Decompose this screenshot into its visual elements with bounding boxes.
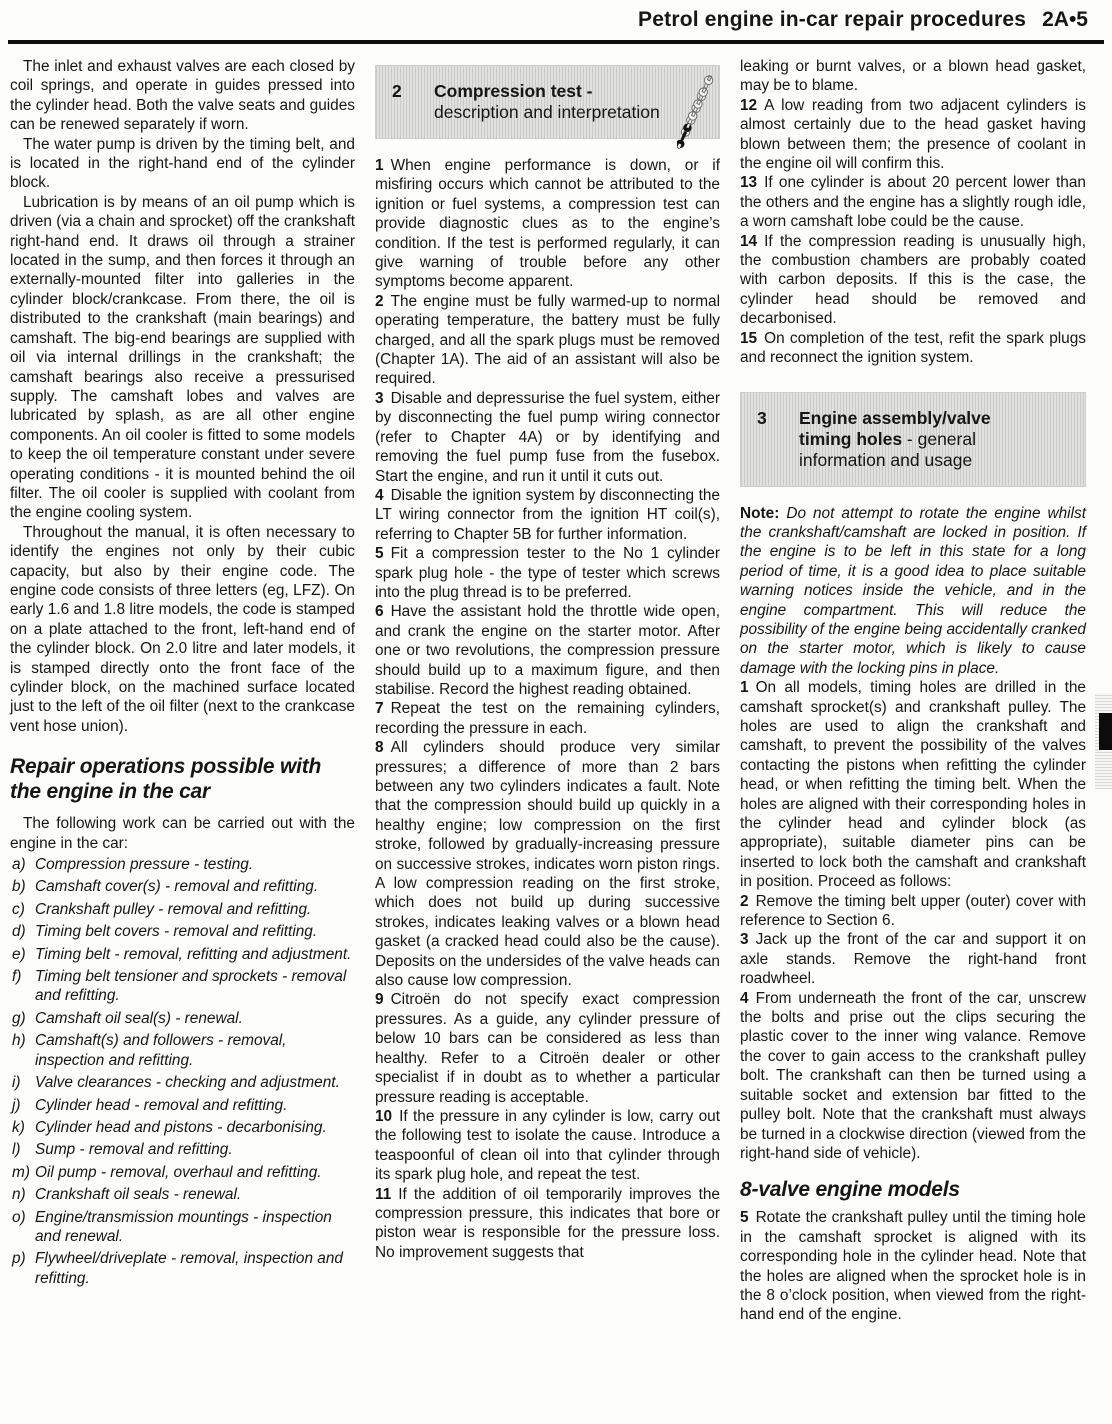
body-paragraph: The inlet and exhaust valves are each closed by coil springs, and operate in guides pressed into the cylinder head. Both the valve seats and guides can be renewed separately if worn. xyxy=(10,58,355,134)
list-item-label: g) xyxy=(12,1009,26,1027)
step-text: Rotate the crankshaft pulley until the timing hole in the camshaft sprocket is aligned with its corresponding hole in the cylinder head. Note that the holes are aligned when the sprocket hole is in the 8 o’clock position, when viewed from the right-hand end of the engine. xyxy=(740,1209,1086,1324)
step-paragraph xyxy=(740,1208,1086,1324)
page-number: 2A•5 xyxy=(1042,8,1088,31)
section-2-heading xyxy=(375,65,720,139)
list-item-text: Timing belt covers - removal and refitting. xyxy=(35,923,318,941)
list-item-label: d) xyxy=(12,923,26,941)
step-paragraph xyxy=(375,1185,720,1263)
step-text: Citroën do not specify exact compression pressures. As a guide, any cylinder pressure of below 10 bars can be considered as less than healthy. Refer to a Citroën dealer or other specialist if in doubt as to whether a particular pressure reading is acceptable. xyxy=(375,991,720,1106)
list-item xyxy=(10,1118,355,1137)
step-text: When engine performance is down, or if misfiring occurs which cannot be attributed to the ignition or fuel systems, a compression test can provide diagnostic clues as to the engine’s condition. If the test is performed regularly, it can give warning of trouble before any other symptoms become apparent. xyxy=(375,157,720,291)
list-item-label: c) xyxy=(12,900,25,918)
step-number: 4 xyxy=(740,989,749,1007)
list-item-text: Compression pressure - testing. xyxy=(35,856,254,874)
list-item-label: a) xyxy=(12,856,26,874)
body-paragraph: The water pump is driven by the timing belt, and is located in the right-hand end of the cylinder block. xyxy=(10,135,355,192)
step-text: Disable and depressurise the fuel system, either by disconnecting the fuel pump wiring connector (refer to Chapter 4A) or by identifying and removing the fuel pump fuse from the fusebox. Start the engine, and run it until it cuts out. xyxy=(375,389,720,485)
step-text: Repeat the test on the remaining cylinders, recording the pressure in each. xyxy=(375,700,720,737)
list-item-text: Camshaft oil seal(s) - renewal. xyxy=(35,1009,243,1027)
list-item-text: Engine/transmission mountings - inspection and renewal. xyxy=(35,1208,332,1245)
operations-list xyxy=(10,855,355,1288)
list-item xyxy=(10,967,355,1006)
step-number: 2 xyxy=(740,892,749,910)
list-item-label: m) xyxy=(12,1163,30,1181)
step-paragraph xyxy=(375,990,720,1106)
step-paragraph xyxy=(375,738,720,990)
step-number: 13 xyxy=(740,174,758,192)
list-item xyxy=(10,1185,355,1204)
list-item-text: Flywheel/driveplate - removal, inspection and refitting. xyxy=(35,1250,343,1287)
difficulty-spanner-icon xyxy=(677,70,715,158)
step-paragraph xyxy=(740,892,1086,931)
section-title: Engine assembly/valve timing holes - general information and usage xyxy=(799,407,991,470)
subheading-repair-operations: Repair operations possible with the engine in the car xyxy=(10,755,322,804)
body-paragraph: Lubrication is by means of an oil pump which is driven (via a chain and sprocket) off the crankshaft right-hand end. It draws oil through a strainer located in the sump, and then forces it through an externally-mounted filter into galleries in the cylinder block/crankcase. From there, the oil is distributed to the crankshaft (main bearings) and camshaft. The big-end bearings are supplied with oil via internal drillings in the crankshaft; the camshaft bearings also receive a pressurised supply. The camshaft lobes and valves are lubricated by splash, as are all other engine components. An oil cooler is fitted to some models to keep the oil temperature constant under severe operating conditions - it is mounted behind the oil filter. The oil cooler is supplied with coolant from the engine cooling system. xyxy=(10,193,355,522)
step-paragraph xyxy=(740,329,1086,368)
step-number: 8 xyxy=(375,739,384,757)
step-number: 1 xyxy=(740,679,749,697)
list-item-label: i) xyxy=(12,1074,21,1092)
list-item xyxy=(10,1249,355,1288)
list-item-text: Sump - removal and refitting. xyxy=(35,1141,233,1159)
step-paragraph xyxy=(740,173,1086,231)
left-column xyxy=(10,57,355,1325)
step-number: 2 xyxy=(375,292,384,310)
step-number: 10 xyxy=(375,1107,393,1125)
list-item-text: Camshaft(s) and followers - removal, inspection and refitting. xyxy=(35,1032,287,1069)
step-number: 14 xyxy=(740,232,758,250)
step-text: A low reading from two adjacent cylinders is almost certainly due to the head gasket having blown between them; the presence of coolant in the engine oil will confirm this. xyxy=(740,96,1086,173)
list-item-label: f) xyxy=(12,968,22,986)
section-number: 2 xyxy=(392,81,402,101)
note-label: Note: xyxy=(740,504,780,522)
list-item-text: Crankshaft oil seals - renewal. xyxy=(35,1186,242,1204)
step-text: Have the assistant hold the throttle wide open, and crank the engine on the starter motor. After one or two revolutions, the compression pressure should build up to a maximum figure, and then stabilise. Record the highest reading obtained. xyxy=(375,603,720,698)
step-paragraph xyxy=(375,602,720,699)
list-item xyxy=(10,1163,355,1182)
subheading-8-valve-models: 8-valve engine models xyxy=(740,1178,960,1202)
step-text: If the addition of oil temporarily improves the compression pressure, this indicates that bore or piston wear is responsible for the pressure loss. No improvement suggests that xyxy=(375,1185,720,1261)
list-item xyxy=(10,922,355,941)
step-text: Jack up the front of the car and support it on axle stands. Remove the right-hand front roadwheel. xyxy=(740,931,1086,988)
list-item-label: j) xyxy=(12,1096,21,1114)
step-number: 3 xyxy=(375,389,384,407)
step-number: 12 xyxy=(740,96,758,114)
step-paragraph xyxy=(375,486,720,544)
list-intro: The following work can be carried out with the engine in the car: xyxy=(10,815,355,852)
step-number: 3 xyxy=(740,931,749,949)
list-item-text: Timing belt tensioner and sprockets - removal and refitting. xyxy=(35,968,347,1005)
list-item xyxy=(10,945,355,964)
step-text: If the pressure in any cylinder is low, carry out the following test to isolate the cause. Introduce a teaspoonful of clean oil into that cylinder through its spark plug hole, and repeat the test. xyxy=(375,1107,720,1184)
list-item-label: b) xyxy=(12,878,26,896)
step-paragraph xyxy=(740,96,1086,174)
step-number: 7 xyxy=(375,700,384,718)
step-text: From underneath the front of the car, unscrew the bolts and prise out the clips securing the plastic cover to the inner wing valance. Remove the cover to gain access to the crankshaft pulley bolt. The crankshaft can then be turned using a suitable socket and extension bar fitted to the pulley bolt. Note that the crankshaft must always be turned in a clockwise direction (viewed from the right-hand side of vehicle). xyxy=(740,989,1086,1162)
list-item-text: Timing belt - removal, refitting and adjustment. xyxy=(35,945,352,963)
list-item xyxy=(10,1073,355,1092)
list-item xyxy=(10,1096,355,1115)
step-number: 11 xyxy=(375,1185,392,1203)
step-text: On all models, timing holes are drilled in the camshaft sprocket(s) and crankshaft pulley. The holes are used to align the crankshaft and camshaft, to prevent the possibility of the valves contacting the pistons when refitting the cylinder head, or when refitting the timing belt. When the holes are aligned with their corresponding holes in the cylinder head and cylinder block (as appropriate), suitable diameter pins can be inserted to lock both the camshaft and crankshaft in position. Proceed as follows: xyxy=(740,679,1086,891)
step-paragraph xyxy=(375,699,720,738)
step-text: If the compression reading is unusually high, the combustion chambers are probably coated with carbon deposits. If this is the case, the cylinder head should be removed and decarbonised. xyxy=(740,232,1086,328)
step-paragraph xyxy=(740,232,1086,329)
step-paragraph xyxy=(375,292,720,389)
chapter-tab xyxy=(1099,713,1112,750)
step-text: All cylinders should produce very similar pressures; a difference of more than 2 bars between any two cylinders indicates a fault. Note that the compression should build up quickly in a healthy engine; low compression on the first stroke, followed by gradually-increasing pressure on successive strokes, indicates worn piston rings. A low compression reading on the first stroke, which does not build up during successive strokes, indicates leaking valves or a blown head gasket (a cracked head could also be the cause). Deposits on the undersides of the valve heads can also cause low compression. xyxy=(375,739,720,990)
list-item-text: Valve clearances - checking and adjustment. xyxy=(35,1074,340,1092)
body-paragraph: Throughout the manual, it is often necessary to identify the engines not only by their cubic capacity, but also by their engine code. The engine code consists of three letters (eg, LFZ). On early 1.6 and 1.8 litre models, the code is stamped on a plate attached to the front, left-hand end of the cylinder block. On 2.0 litre and later models, it is stamped directly onto the front face of the cylinder block, on the machined surface located just to the left of the oil filter (next to the crankcase vent hose union). xyxy=(10,523,355,735)
step-paragraph xyxy=(740,678,1086,891)
step-text: On completion of the test, refit the spark plugs and reconnect the ignition system. xyxy=(740,329,1086,367)
section-number: 3 xyxy=(757,407,767,428)
list-item xyxy=(10,855,355,874)
step-number: 4 xyxy=(375,486,384,504)
step-paragraph xyxy=(375,1107,720,1185)
step-number: 15 xyxy=(740,329,758,347)
list-item-label: o) xyxy=(12,1208,26,1226)
step-number: 1 xyxy=(375,157,384,174)
list-item-text: Crankshaft pulley - removal and refitting. xyxy=(35,900,312,918)
list-item-text: Oil pump - removal, overhaul and refitting. xyxy=(35,1163,322,1181)
three-column-layout xyxy=(0,44,1112,1325)
list-item xyxy=(10,877,355,896)
list-item-label: p) xyxy=(12,1250,26,1268)
step-number: 5 xyxy=(740,1209,749,1227)
list-item-text: Cylinder head - removal and refitting. xyxy=(35,1096,288,1114)
list-item-label: k) xyxy=(12,1118,25,1136)
step-number: 5 xyxy=(375,545,384,563)
right-column xyxy=(740,57,1086,1325)
step-text: Fit a compression tester to the No 1 cylinder spark plug hole - the type of tester which screws into the plug thread is to be preferred. xyxy=(375,545,720,601)
step-number: 9 xyxy=(375,991,384,1009)
list-item-text: Camshaft cover(s) - removal and refitting. xyxy=(35,878,319,896)
list-item xyxy=(10,900,355,919)
note-text: Do not attempt to rotate the engine whilst the crankshaft/camshaft are locked in position. If the engine is to be left in this state for a long period of time, it is a good idea to place suitable warning notices inside the vehicle, and in the engine compartment. This will reduce the possibility of the engine being accidentally cranked on the starter motor, which is likely to cause damage with the locking pins in place. xyxy=(740,504,1086,677)
step-text: The engine must be fully warmed-up to normal operating temperature, the battery must be fully charged, and all the spark plugs must be removed (Chapter 1A). The aid of an assistant will also be required. xyxy=(375,292,720,388)
step-number: 6 xyxy=(375,603,384,621)
section-title: Compression test - description and interpretation xyxy=(434,81,660,122)
list-item-label: e) xyxy=(12,945,26,963)
list-item xyxy=(10,1208,355,1247)
section-3-heading xyxy=(740,392,1086,487)
step-text: Disable the ignition system by disconnecting the LT wiring connector from the ignition HT coil(s), referring to Chapter 5B for further information. xyxy=(375,486,720,543)
step-paragraph xyxy=(375,544,720,602)
step-text: If one cylinder is about 20 percent lower than the others and the engine has a slightly rough idle, a worn camshaft lobe could be the cause. xyxy=(740,174,1086,231)
page-title: Petrol engine in-car repair procedures xyxy=(638,8,1027,31)
middle-column xyxy=(375,57,720,1325)
list-item-label: n) xyxy=(12,1186,26,1204)
step-paragraph xyxy=(740,989,1086,1164)
list-item-label: h) xyxy=(12,1032,26,1050)
continuation-paragraph: leaking or burnt valves, or a blown head gasket, may be to blame. xyxy=(740,58,1086,95)
step-paragraph xyxy=(740,930,1086,988)
step-text: Remove the timing belt upper (outer) cover with reference to Section 6. xyxy=(740,892,1086,930)
note-paragraph xyxy=(740,504,1086,679)
list-item xyxy=(10,1009,355,1028)
step-paragraph xyxy=(375,389,720,486)
step-paragraph xyxy=(375,156,720,292)
list-item xyxy=(10,1140,355,1159)
page-header xyxy=(0,0,1112,32)
list-item-text: Cylinder head and pistons - decarbonising. xyxy=(35,1118,327,1136)
list-item xyxy=(10,1031,355,1070)
list-item-label: l) xyxy=(12,1141,21,1159)
